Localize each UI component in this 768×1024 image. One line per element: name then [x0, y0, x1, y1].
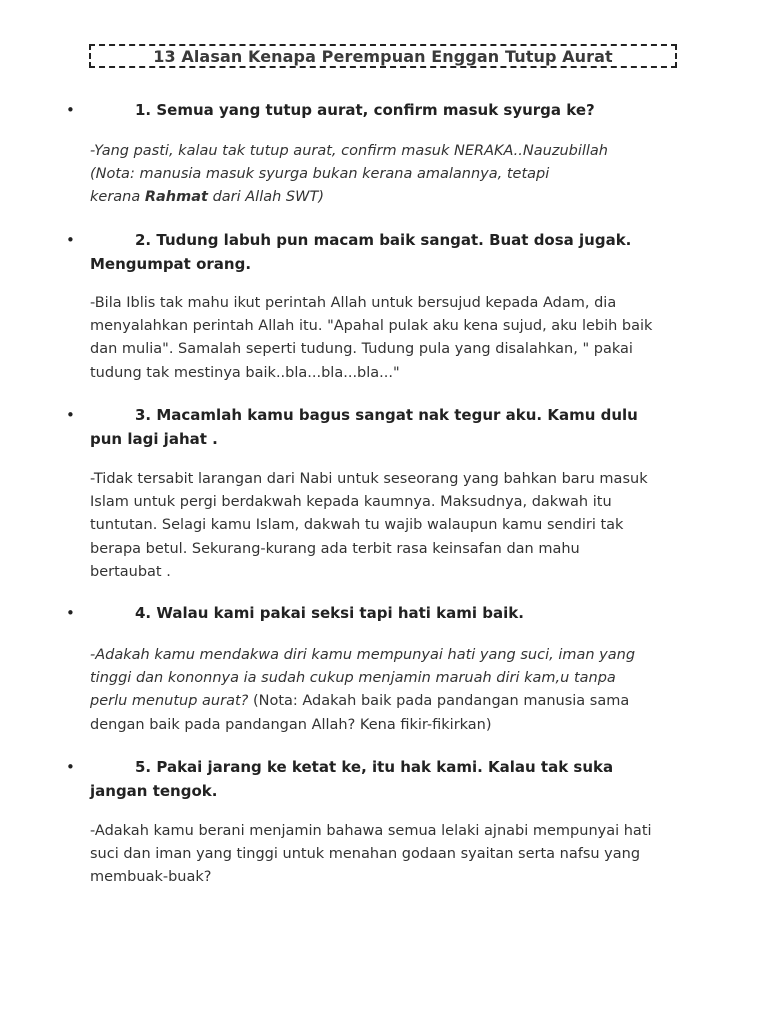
body-line: Islam untuk pergi berdakwah kepada kaumnya. Maksudnya, dakwah itu [90, 494, 612, 511]
body-line: (Nota: manusia masuk syurga bukan kerana amalannya, tetapi [90, 166, 550, 183]
heading-line: 1. Semua yang tutup aurat, confirm masuk syurga ke? [135, 101, 595, 119]
heading-line: pun lagi jahat . [90, 430, 218, 448]
body-line: membuak-buak? [90, 869, 212, 886]
bullet-icon: • [66, 231, 75, 249]
bullet-icon: • [66, 406, 75, 424]
heading-line: 3. Macamlah kamu bagus sangat nak tegur aku. Kamu dulu [135, 406, 638, 424]
bullet-icon: • [66, 101, 75, 119]
heading-line: Mengumpat orang. [90, 255, 252, 273]
body-line: tudung tak mestinya baik..bla...bla...bla..." [90, 364, 400, 381]
emphasis-text: Rahmat [144, 189, 208, 206]
item-1-body [90, 140, 690, 210]
item-5-body [90, 820, 690, 890]
body-line: berapa betul. Sekurang-kurang ada terbit rasa keinsafan dan mahu [90, 540, 580, 557]
note-text: (Nota: Adakah baik pada pandangan manusia sama [248, 693, 630, 710]
heading-line: jangan tengok. [90, 782, 218, 800]
body-line: -Tidak tersabit larangan dari Nabi untuk seseorang yang bahkan baru masuk [90, 471, 648, 487]
body-line: -Bila Iblis tak mahu ikut perintah Allah untuk bersujud kepada Adam, dia [90, 295, 617, 311]
body-line: -Adakah kamu berani menjamin bahawa semua lelaki ajnabi mempunyai hati [90, 823, 652, 839]
body-text: kerana [90, 189, 145, 206]
item-3-body [90, 468, 690, 584]
body-text: dari Allah SWT) [207, 189, 324, 206]
body-line [90, 690, 690, 713]
body-line: dengan baik pada pandangan Allah? Kena fikir-fikirkan) [90, 716, 492, 733]
body-text: perlu menutup aurat? [90, 693, 249, 710]
item-1-heading [90, 98, 660, 122]
item-4-body [90, 644, 690, 737]
item-4-heading [90, 601, 660, 625]
item-2-heading [90, 228, 660, 276]
body-line: dan mulia". Samalah seperti tudung. Tudung pula yang disalahkan, " pakai [90, 341, 633, 358]
body-line: tuntutan. Selagi kamu Islam, dakwah tu wajib walaupun kamu sendiri tak [90, 517, 624, 534]
body-line: menyalahkan perintah Allah itu. "Apahal pulak aku kena sujud, aku lebih baik [90, 318, 653, 335]
body-line [90, 186, 690, 209]
body-line: suci dan iman yang tinggi untuk menahan godaan syaitan serta nafsu yang [90, 846, 641, 863]
body-line: -Adakah kamu mendakwa diri kamu mempunyai hati yang suci, iman yang [90, 647, 636, 663]
body-line: tinggi dan kononnya ia sudah cukup menjamin maruah diri kam,u tanpa [90, 670, 616, 687]
body-line: -Yang pasti, kalau tak tutup aurat, confirm masuk NERAKA..Nauzubillah [90, 143, 608, 159]
heading-line: 5. Pakai jarang ke ketat ke, itu hak kami. Kalau tak suka [135, 758, 614, 776]
bullet-icon: • [66, 758, 75, 776]
item-5-heading [90, 755, 660, 803]
bullet-icon: • [66, 604, 75, 622]
page-title: 13 Alasan Kenapa Perempuan Enggan Tutup Aurat [153, 46, 613, 66]
item-2-body [90, 292, 690, 385]
title-box [89, 44, 677, 68]
item-3-heading [90, 403, 660, 451]
body-line: bertaubat . [90, 563, 171, 580]
heading-line: 2. Tudung labuh pun macam baik sangat. Buat dosa jugak. [135, 231, 632, 249]
heading-line: 4. Walau kami pakai seksi tapi hati kami baik. [135, 604, 524, 622]
